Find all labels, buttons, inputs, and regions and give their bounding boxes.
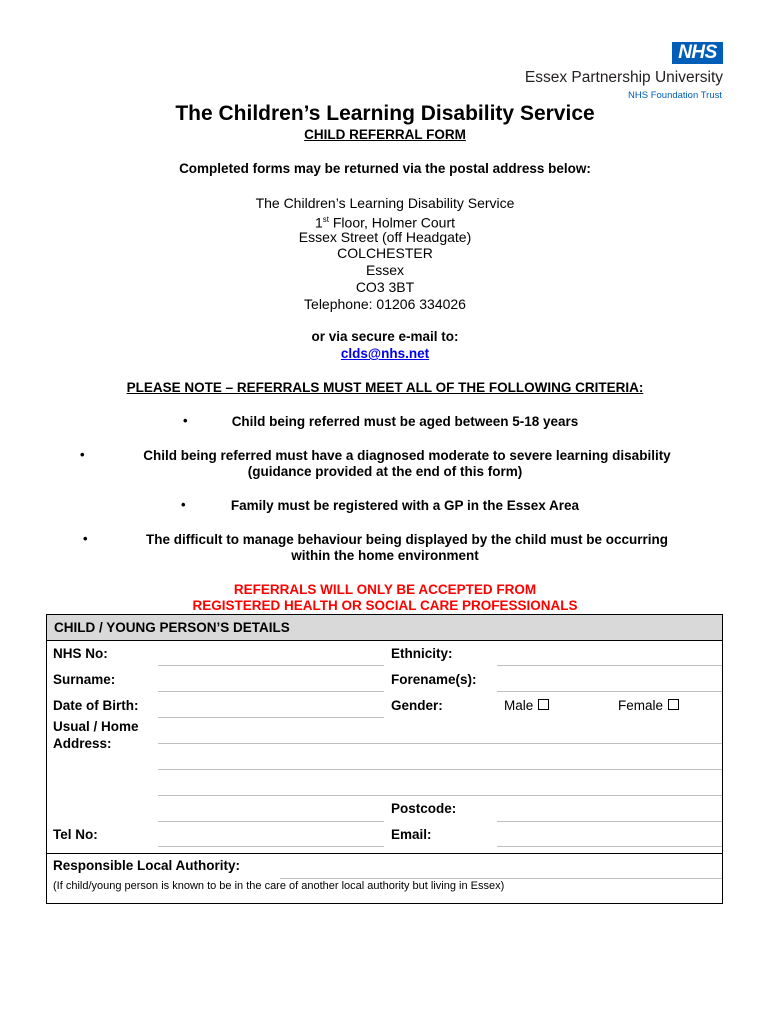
gender-label: Gender: bbox=[391, 698, 443, 713]
section-header bbox=[46, 614, 723, 641]
female-label: Female bbox=[618, 698, 664, 713]
criteria-item-continued: within the home environment bbox=[291, 548, 479, 563]
criteria-item: The difficult to manage behaviour being displayed by the child must be occurring bbox=[145, 532, 669, 547]
bullet-icon: • bbox=[181, 497, 186, 512]
dob-label: Date of Birth: bbox=[53, 698, 139, 713]
forenames-label: Forename(s): bbox=[391, 672, 477, 687]
address-floor-number: 1 bbox=[314, 214, 323, 231]
address-label: Usual / Home bbox=[53, 719, 139, 734]
criteria-item: Child being referred must have a diagnosed moderate to severe learning disability bbox=[143, 448, 671, 463]
nhs-logo: NHS bbox=[672, 42, 723, 64]
section-title: CHILD / YOUNG PERSON’S DETAILS bbox=[54, 620, 290, 635]
bullet-icon: • bbox=[83, 531, 88, 546]
address-field-line[interactable] bbox=[158, 821, 384, 822]
return-instructions: Completed forms may be returned via the postal address below: bbox=[179, 161, 591, 176]
criteria-item: Family must be registered with a GP in the Essex Area bbox=[230, 498, 580, 513]
address-field-line[interactable] bbox=[158, 769, 722, 770]
authority-note: (If child/young person is known to be in the care of another local authority but living in Essex) bbox=[53, 880, 505, 892]
forenames-field[interactable] bbox=[497, 691, 722, 692]
address-line: The Children’s Learning Disability Service bbox=[255, 195, 515, 211]
male-option[interactable] bbox=[504, 698, 549, 713]
ethnicity-field[interactable] bbox=[497, 665, 722, 666]
tel-label: Tel No: bbox=[53, 827, 98, 842]
address-label-continued: Address: bbox=[53, 736, 112, 751]
referral-notice: REGISTERED HEALTH OR SOCIAL CARE PROFESSIONALS bbox=[192, 598, 578, 613]
page-title: The Children’s Learning Disability Service bbox=[175, 102, 595, 125]
email-link[interactable]: clds@nhs.net bbox=[340, 346, 430, 361]
address-line: COLCHESTER bbox=[337, 245, 433, 261]
male-checkbox[interactable] bbox=[538, 699, 549, 710]
authority-field[interactable] bbox=[280, 878, 722, 879]
criteria-item-continued: (guidance provided at the end of this form) bbox=[247, 464, 523, 479]
female-checkbox[interactable] bbox=[668, 699, 679, 710]
form-divider bbox=[46, 853, 723, 854]
form-border-left bbox=[46, 614, 47, 904]
address-phone: Telephone: 01206 334026 bbox=[304, 296, 466, 312]
surname-label: Surname: bbox=[53, 672, 116, 687]
address-floor-suffix: st bbox=[322, 215, 329, 224]
address-line: Essex Street (off Headgate) bbox=[298, 229, 472, 245]
postcode-label: Postcode: bbox=[391, 801, 457, 816]
nhs-no-label: NHS No: bbox=[53, 646, 108, 661]
female-option[interactable] bbox=[618, 698, 679, 713]
criteria-item: Child being referred must be aged between 5-18 years bbox=[231, 414, 579, 429]
address-line: Essex bbox=[365, 262, 405, 278]
form-subtitle: CHILD REFERRAL FORM bbox=[304, 127, 466, 142]
org-name: Essex Partnership University bbox=[524, 69, 723, 86]
nhs-no-field[interactable] bbox=[158, 665, 384, 666]
form-border-bottom bbox=[46, 903, 723, 904]
email-intro: or via secure e-mail to: bbox=[311, 329, 459, 344]
criteria-heading: PLEASE NOTE – REFERRALS MUST MEET ALL OF THE FOLLOWING CRITERIA: bbox=[126, 380, 644, 395]
address-field-line[interactable] bbox=[158, 795, 722, 796]
address-line: CO3 3BT bbox=[355, 279, 415, 295]
male-label: Male bbox=[504, 698, 534, 713]
address-field-line[interactable] bbox=[158, 743, 722, 744]
postcode-field[interactable] bbox=[497, 821, 722, 822]
authority-label: Responsible Local Authority: bbox=[53, 858, 241, 873]
referral-notice: REFERRALS WILL ONLY BE ACCEPTED FROM bbox=[233, 582, 537, 597]
email-field[interactable] bbox=[497, 846, 722, 847]
bullet-icon: • bbox=[80, 447, 85, 462]
form-border-right bbox=[722, 614, 723, 904]
ethnicity-label: Ethnicity: bbox=[391, 646, 453, 661]
email-label: Email: bbox=[391, 827, 432, 842]
dob-field[interactable] bbox=[158, 717, 384, 718]
surname-field[interactable] bbox=[158, 691, 384, 692]
org-subtitle: NHS Foundation Trust bbox=[628, 90, 722, 101]
address-floor-rest: Floor, Holmer Court bbox=[328, 214, 456, 231]
bullet-icon: • bbox=[183, 413, 188, 428]
tel-field[interactable] bbox=[158, 846, 384, 847]
